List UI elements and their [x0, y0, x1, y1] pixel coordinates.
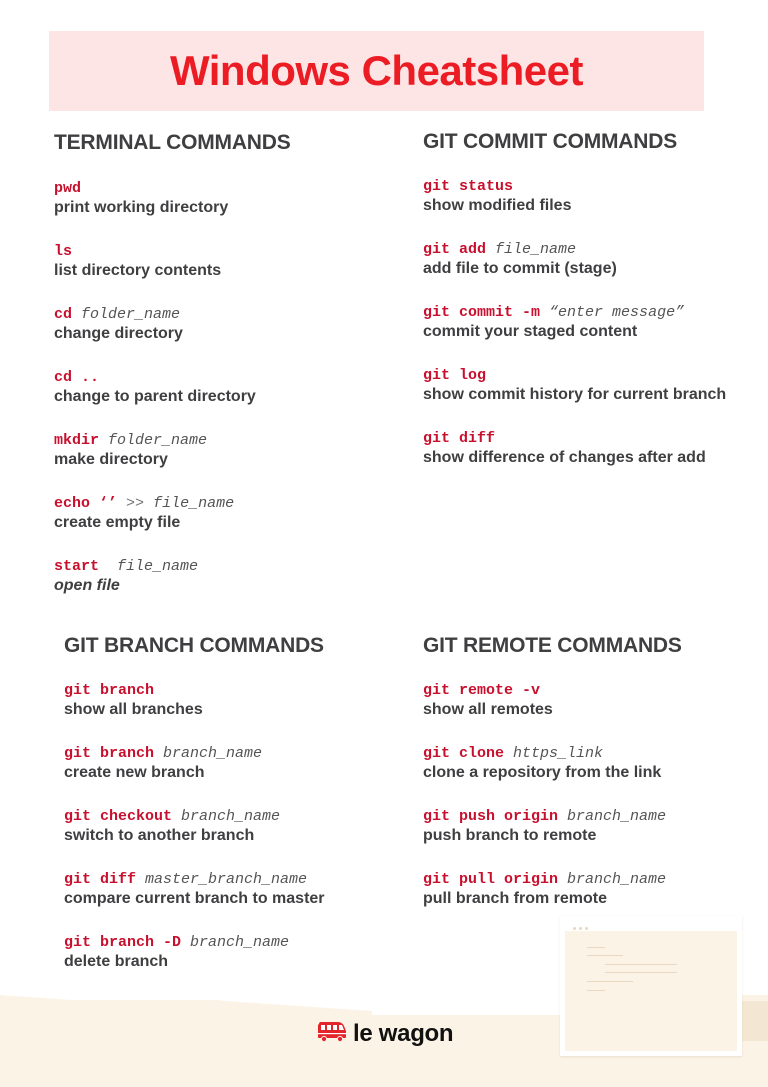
command-argument: file_name: [117, 558, 199, 575]
section-heading: GIT BRANCH COMMANDS: [64, 634, 324, 657]
section-heading: GIT REMOTE COMMANDS: [423, 634, 682, 657]
command-text: git remote -v: [423, 682, 541, 699]
command-item: [423, 177, 763, 216]
command-item: [54, 494, 384, 533]
command-description: open file: [54, 577, 120, 594]
command-description: switch to another branch: [64, 827, 255, 844]
command-description: compare current branch to master: [64, 890, 325, 907]
command-item: [423, 744, 763, 783]
command-argument: branch_name: [567, 871, 667, 888]
command-item: [64, 744, 394, 783]
footer-right-panel: [742, 1001, 768, 1041]
command-description: list directory contents: [54, 262, 222, 279]
command-description: pull branch from remote: [423, 890, 608, 907]
command-argument: branch_name: [163, 745, 263, 762]
command-item: [423, 807, 763, 846]
command-item: [54, 305, 384, 344]
command-text: git diff: [423, 430, 496, 447]
command-item: [423, 870, 763, 909]
command-text: mkdir: [54, 432, 100, 449]
command-item: [54, 431, 384, 470]
window-dots-icon: [573, 927, 588, 930]
command-text: git branch: [64, 745, 155, 762]
command-text: ls: [54, 243, 73, 260]
code-window-body: [565, 931, 737, 1051]
command-text: echo ‘’: [54, 495, 118, 512]
command-description: show all branches: [64, 701, 203, 718]
command-text: git commit -m: [423, 304, 541, 321]
command-argument: folder_name: [81, 306, 181, 323]
command-description: show modified files: [423, 197, 572, 214]
command-argument: branch_name: [190, 934, 290, 951]
command-description: add file to commit (stage): [423, 260, 617, 277]
command-text: git log: [423, 367, 487, 384]
command-text: git checkout: [64, 808, 173, 825]
code-window-illustration: [560, 916, 742, 1056]
command-item: [54, 368, 384, 407]
command-argument: “enter message”: [549, 304, 685, 321]
command-text: git branch -D: [64, 934, 182, 951]
command-description: delete branch: [64, 953, 169, 970]
command-item: [423, 366, 763, 405]
command-item: [54, 557, 384, 596]
command-argument: branch_name: [567, 808, 667, 825]
command-description: create new branch: [64, 764, 205, 781]
command-argument: file_name: [153, 495, 235, 512]
command-description: show difference of changes after add: [423, 449, 706, 466]
footer-white-step-3: [372, 985, 560, 1015]
command-description: create empty file: [54, 514, 181, 531]
section-git-branch-commands: [64, 634, 394, 996]
command-description: clone a repository from the link: [423, 764, 662, 781]
command-description: make directory: [54, 451, 168, 468]
command-item: [423, 303, 763, 342]
command-argument: https_link: [513, 745, 604, 762]
command-description: push branch to remote: [423, 827, 597, 844]
command-item: [64, 870, 394, 909]
command-text: git status: [423, 178, 514, 195]
section-heading: GIT COMMIT COMMANDS: [423, 130, 678, 153]
command-text: pwd: [54, 180, 82, 197]
redirect-operator: >>: [126, 495, 145, 512]
command-text: git add: [423, 241, 487, 258]
command-item: [423, 681, 763, 720]
command-argument: master_branch_name: [145, 871, 308, 888]
command-text: start: [54, 558, 100, 575]
command-item: [423, 240, 763, 279]
command-description: change directory: [54, 325, 183, 342]
title-banner: [49, 31, 704, 111]
command-text: git clone: [423, 745, 505, 762]
command-item: [423, 429, 763, 468]
page-title: Windows Cheatsheet: [169, 47, 583, 94]
command-item: [64, 807, 394, 846]
section-git-remote-commands: [423, 634, 763, 933]
bus-icon: [317, 1021, 347, 1048]
command-text: cd ..: [54, 369, 100, 386]
command-description: show commit history for current branch: [423, 386, 727, 403]
command-item: [64, 933, 394, 972]
command-text: git push origin: [423, 808, 559, 825]
command-argument: folder_name: [108, 432, 208, 449]
command-item: [64, 681, 394, 720]
command-description: change to parent directory: [54, 388, 256, 405]
section-git-commit-commands: [423, 130, 763, 492]
section-heading: TERMINAL COMMANDS: [54, 131, 291, 154]
command-description: show all remotes: [423, 701, 553, 718]
command-text: git branch: [64, 682, 155, 699]
command-item: [54, 242, 384, 281]
le-wagon-logo: [317, 1020, 453, 1048]
command-item: [54, 179, 384, 218]
brand-name: le wagon: [353, 1020, 454, 1047]
section-terminal-commands: [54, 131, 384, 620]
command-argument: branch_name: [181, 808, 281, 825]
command-text: git diff: [64, 871, 137, 888]
command-argument: file_name: [495, 241, 577, 258]
command-description: print working directory: [54, 199, 229, 216]
command-text: git pull origin: [423, 871, 559, 888]
command-text: cd: [54, 306, 73, 323]
command-description: commit your staged content: [423, 323, 638, 340]
